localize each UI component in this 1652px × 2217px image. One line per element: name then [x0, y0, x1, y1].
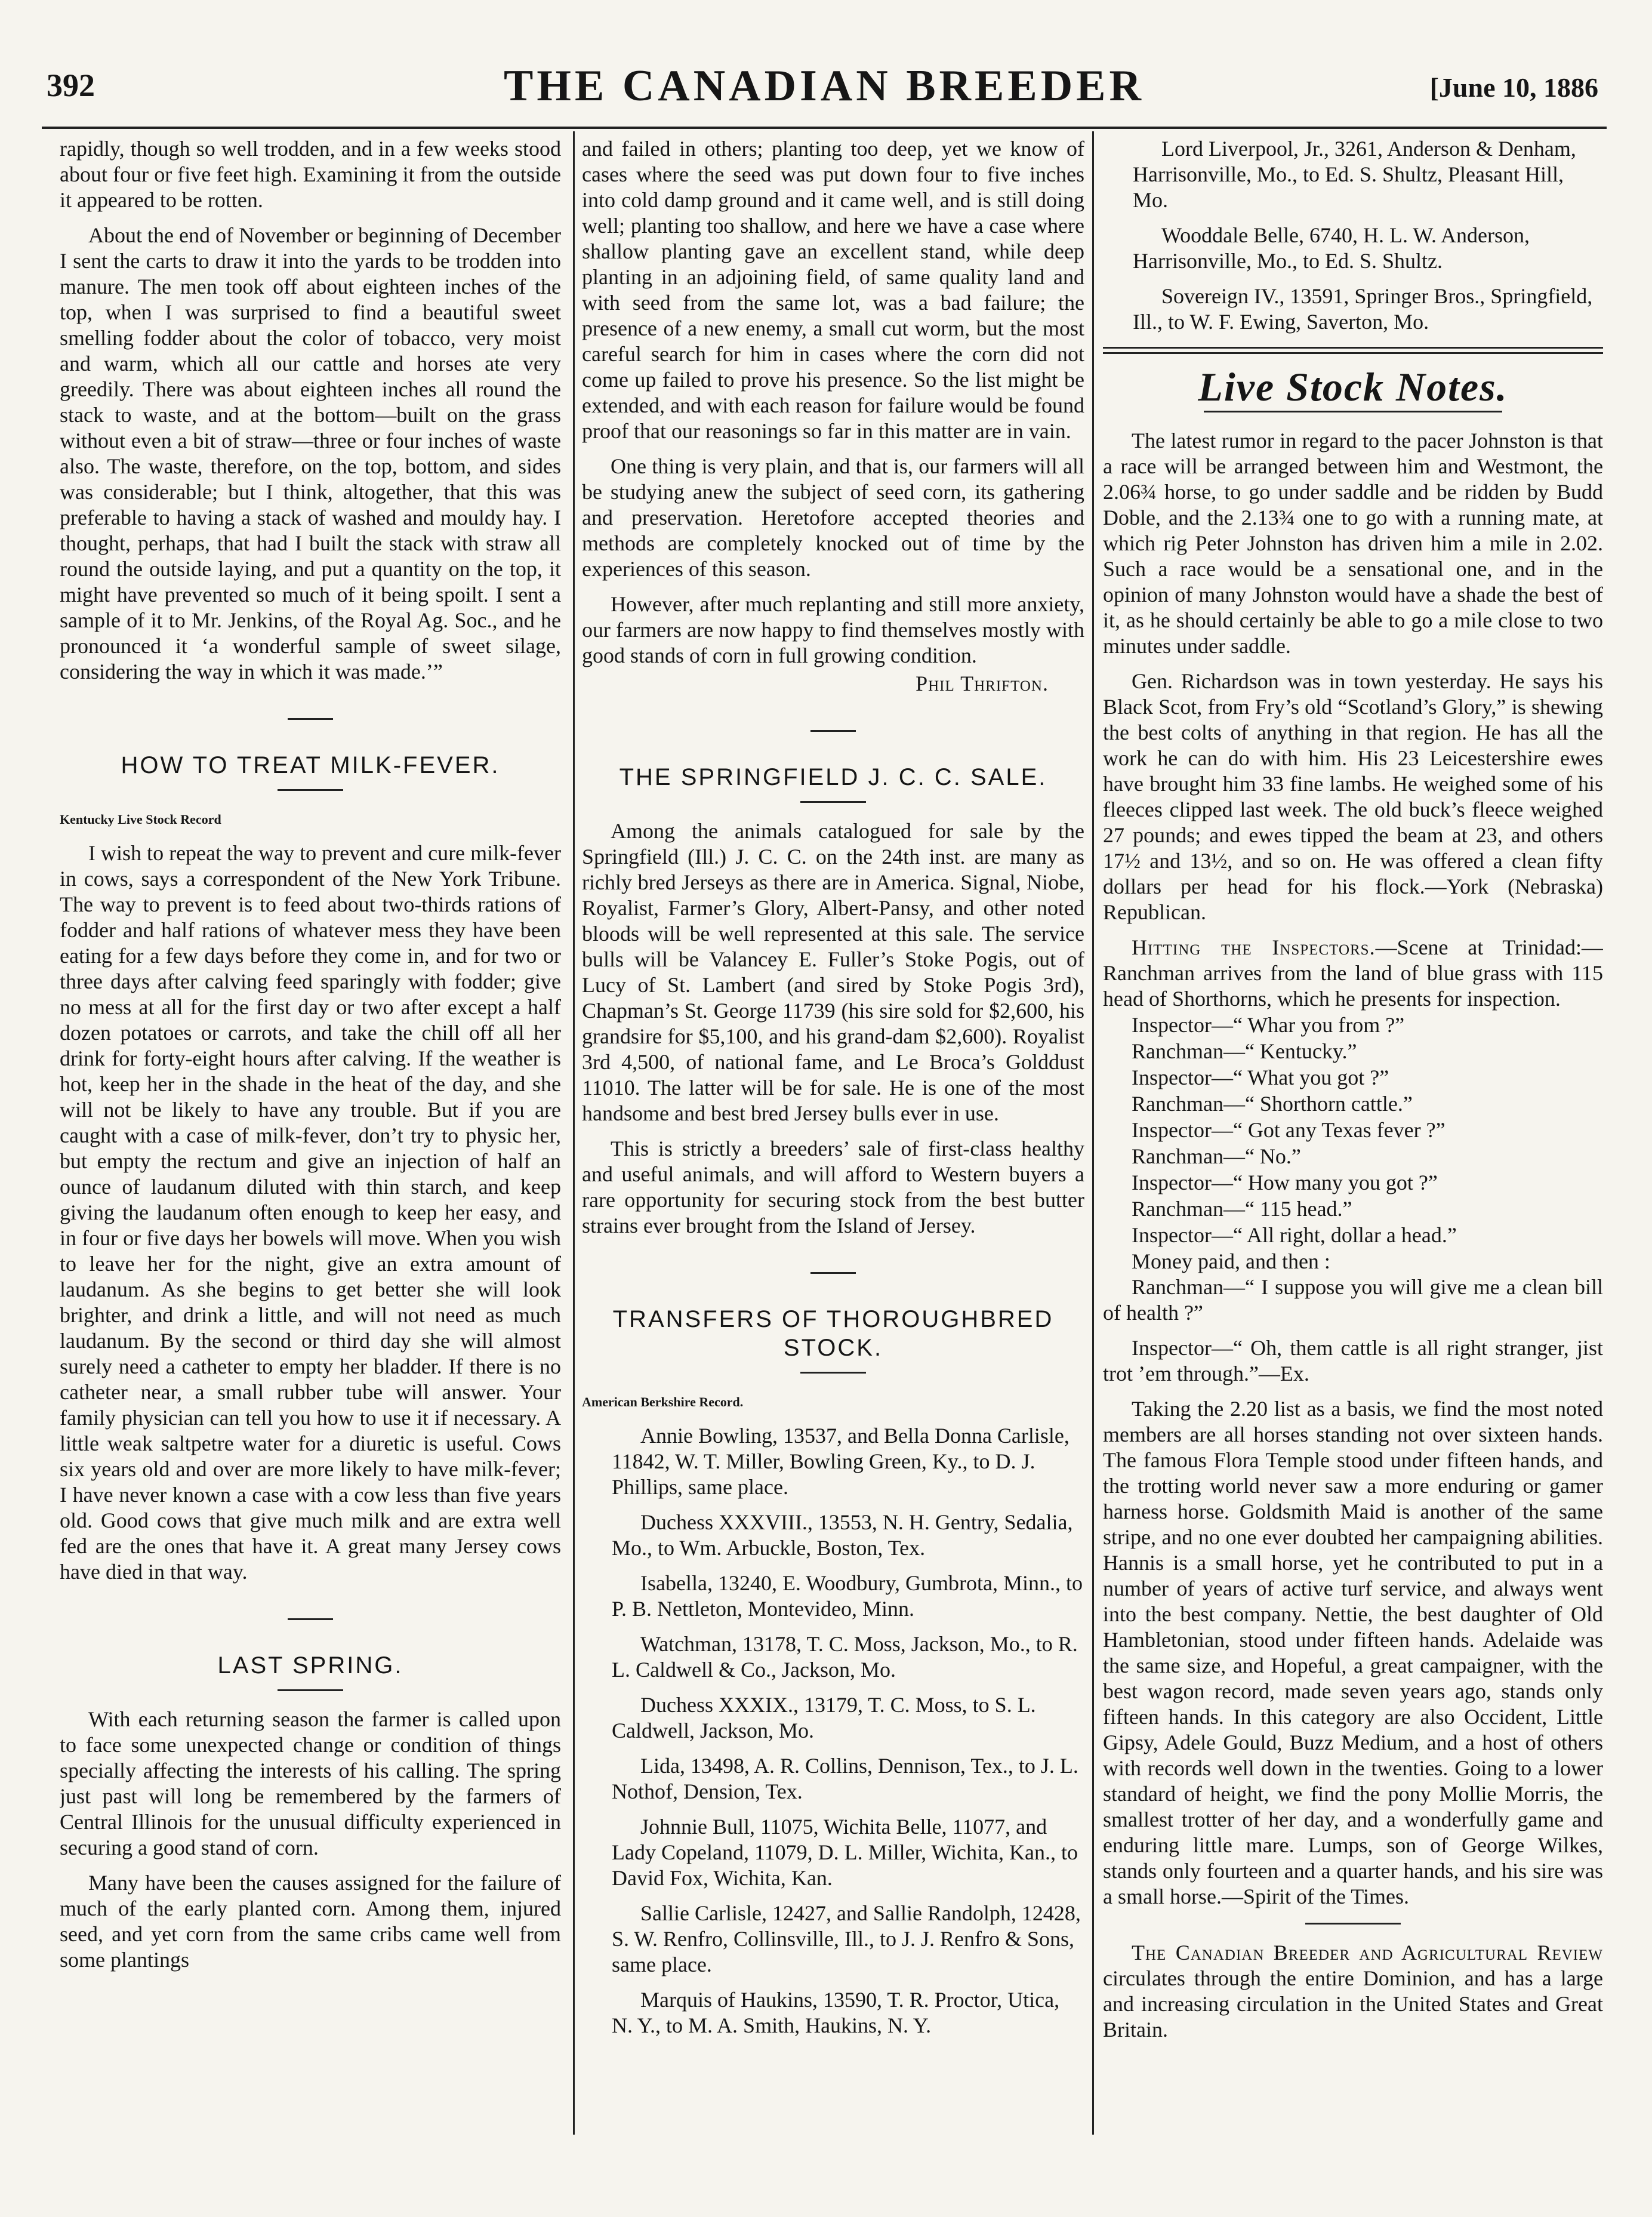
double-rule [1103, 347, 1603, 354]
dialogue-line: Inspector—“ Whar you from ?” [1132, 1013, 1405, 1037]
notice-lead: The Canadian Breeder and Agricultural Review [1132, 1941, 1603, 1964]
paragraph: Ranchman—“ I suppose you will give me a clean bill of health ?” [1103, 1275, 1603, 1325]
dialogue [1132, 1012, 1603, 1274]
dialogue-line: Inspector—“ How many you got ?” [1132, 1171, 1438, 1194]
article-continuation: rapidly, though so well trodden, and in a few weeks stood about four or five feet high. Examining it from the outside it appeared to be rotten. [60, 137, 561, 212]
transfer-entry: Watchman, 13178, T. C. Moss, Jackson, Mo., to R. L. Caldwell & Co., Jackson, Mo. [612, 1632, 1078, 1682]
dialogue-line: Ranchman—“ No.” [1132, 1144, 1301, 1168]
paragraph: This is strictly a breeders’ sale of first-class healthy and useful animals, and will afford to Western buyers a rare opportunity for securing stock from the best butter strains ever brought from the Island of Jersey. [582, 1137, 1084, 1237]
transfer-entry: Lida, 13498, A. R. Collins, Dennison, Tex., to J. L. Nothof, Dension, Tex. [612, 1754, 1078, 1803]
section-divider [810, 1272, 856, 1274]
section-title-live-stock-notes: Live Stock Notes. [1198, 364, 1508, 409]
title-rule [1204, 411, 1502, 412]
paragraph: With each returning season the farmer is called upon to face some unexpected change or condition of things specially affecting the interests of his calling. The spring just past will long be remembered by the farmers of Central Illinois for the unusual difficulty experienced in securing a good stand of corn. [60, 1707, 561, 1859]
header-rule [42, 127, 1607, 129]
transfer-entry: Sovereign IV., 13591, Springer Bros., Springfield, Ill., to W. F. Ewing, Saverton, Mo. [1133, 284, 1593, 334]
column-2 [582, 136, 1084, 2130]
transfer-entry: Wooddale Belle, 6740, H. L. W. Anderson, Harrisonville, Mo., to Ed. S. Shultz. [1133, 223, 1530, 273]
author-signature: Phil Thrifton. [916, 672, 1049, 695]
column-3 [1103, 136, 1603, 2130]
title-rule [800, 1372, 866, 1374]
dialogue-line: Inspector—“ What you got ?” [1132, 1066, 1389, 1089]
paragraph: Many have been the causes assigned for the failure of much of the early planted corn. Among them, injured seed, and yet corn from the same cribs came well from some plantings [60, 1871, 561, 1972]
dialogue-line: Ranchman—“ 115 head.” [1132, 1197, 1352, 1221]
title-rule [800, 801, 866, 803]
dialogue-line: Ranchman—“ Kentucky.” [1132, 1039, 1357, 1063]
transfer-entry: Marquis of Haukins, 13590, T. R. Proctor, Utica, N. Y., to M. A. Smith, Haukins, N. Y. [612, 1988, 1060, 2037]
article-source: Kentucky Live Stock Record [60, 812, 221, 827]
transfer-entry: Duchess XXXVIII., 13553, N. H. Gentry, Sedalia, Mo., to Wm. Arbuckle, Boston, Tex. [612, 1510, 1073, 1560]
paragraph: Taking the 2.20 list as a basis, we find the most noted members are all horses standing not over sixteen hands. The famous Flora Temple stood under fifteen hands, and the trotting world never saw a more enduring or gamer harness horse. Goldsmith Maid is another of the same stripe, and no one ever doubted her campaigning abilities. Hannis is a small horse, yet he contributed to put in a number of years of active turf service, and always went into the best company. Nettie, the best daughter of Old Hambletonian, stood under fifteen hands. Adelaide was the same size, and Hopeful, a great campaigner, with the best wagon record, made seven years ago, stands only fifteen hands. In this category are also Occident, Little Gipsy, Adele Gould, Buzz Medium, and a host of others with records well down in the twenties. Going to a lower standard of height, we find the pony Mollie Morris, the smallest trotter of her day, and a wonderfully game and enduring little mare. Lumps, son of George Wilkes, stands only fourteen and a quarter hands, and his sire was a small horse.—Spirit of the Times. [1103, 1397, 1603, 1908]
issue-date: [June 10, 1886 [1429, 72, 1598, 103]
run-in-heading: Hitting the Inspectors. [1132, 935, 1376, 959]
paragraph: However, after much replanting and still more anxiety, our farmers are now happy to find themselves mostly with good stands of corn in full growing condition. [582, 592, 1084, 667]
dialogue-line: Money paid, and then : [1132, 1249, 1330, 1273]
column-divider-1 [573, 131, 575, 2135]
section-divider [288, 718, 333, 720]
transfer-entry: Annie Bowling, 13537, and Bella Donna Carlisle, 11842, W. T. Miller, Bowling Green, Ky., to D. J. Phillips, same place. [612, 1424, 1070, 1499]
transfer-entry: Lord Liverpool, Jr., 3261, Anderson & Denham, Harrisonville, Mo., to Ed. S. Shultz, Pleasant Hill, Mo. [1133, 137, 1576, 212]
dialogue-line: Ranchman—“ Shorthorn cattle.” [1132, 1092, 1413, 1116]
masthead-title: THE CANADIAN BREEDER [504, 61, 1145, 110]
paragraph: Gen. Richardson was in town yesterday. He says his Black Scot, from Fry’s old “Scotland’s Glory,” is shewing the best colts of anything in that region. He has all the work he can do with him. His 23 Leicestershire ewes have brought him 33 fine lambs. He weighed some of his fleeces clipped last week. The old buck’s fleece weighed 27 pounds; and ewes tipped the beam at 23, and others 17½ and 13½, and so on. He was offered a clean fifty dollars per head for his flock.—York (Nebraska) Republican. [1103, 669, 1603, 924]
dialogue-line: Inspector—“ All right, dollar a head.” [1132, 1223, 1457, 1247]
article-continuation: and failed in others; planting too deep, yet we know of cases where the seed was put down four to five inches into cold damp ground and it came well, and is still doing well; planting too shallow, and here we have a case where shallow planting gave an excellent stand, while deep planting in an adjoining field, of same quality land and with seed from the same lot, was a bad failure; the presence of a new enemy, a small cut worm, but the most careful search for him in cases where the corn did not come up failed to prove his presence. So the list might be extended, and with each reason for failure would be found proof that our reasonings so far in this matter are in vain. [582, 137, 1084, 443]
section-divider [810, 730, 856, 732]
paragraph-hitting-inspectors [1103, 935, 1603, 1012]
transfer-entry: Sallie Carlisle, 12427, and Sallie Randolph, 12428, S. W. Renfro, Collinsville, Ill., to J. J. Renfro & Sons, same place. [612, 1901, 1081, 1976]
notice-text: circulates through the entire Dominion, and has a large and increasing circulation in the United States and Great Britain. [1103, 1966, 1603, 2042]
paragraph: One thing is very plain, and that is, our farmers will all be studying anew the subject of seed corn, its gathering and preservation. Heretofore accepted theories and methods are completely knocked out of time by the experiences of this season. [582, 454, 1084, 581]
article-title-transfers: TRANSFERS OF THOROUGHBRED STOCK. [612, 1306, 1054, 1361]
transfer-entry: Duchess XXXIX., 13179, T. C. Moss, to S. L. Caldwell, Jackson, Mo. [612, 1693, 1036, 1742]
section-divider [1305, 1923, 1401, 1925]
paragraph: The latest rumor in regard to the pacer Johnston is that a race will be arranged between him and Westmont, the 2.06¾ horse, to go under saddle and be ridden by Budd Doble, and the 2.13¾ one to go with a running mate, at which rig Peter Johnston has driven him a mile in 2.02. Such a race would be a sensational one, and in the opinion of many Johnston would have a shade the best of it, as he should certainly be able to go a mile close to two minutes under saddle. [1103, 429, 1603, 658]
column-1 [60, 136, 561, 2130]
paragraph: Among the animals catalogued for sale by the Springfield (Ill.) J. C. C. on the 24th inst. are many as richly bred Jerseys as there are in America. Signal, Niobe, Royalist, Farmer’s Glory, Albert-Pansy, and other noted bloods will be well represented at this sale. The service bulls will be Valancey E. Fuller’s Stoke Pogis, out of Lucy of St. Lambert (and sired by Stoke Pogis 3rd), Chapman’s St. George 11739 (his sire sold for $2,600, his grandsire for $5,100, and his grand-dam $2,600). Royalist 3rd 4,500, of national fame, and Le Broca’s Golddust 11010. The latter will be for sale. He is one of the most handsome and best bred Jersey bulls ever in use. [582, 819, 1084, 1125]
section-divider [288, 1618, 333, 1620]
paragraph-text: —Scene at Trinidad:—Ranchman arrives from the land of blue grass with 115 head of Shorthorns, which he presents for inspection. [1103, 935, 1603, 1011]
circulation-notice [1103, 1940, 1603, 2043]
paragraph: About the end of November or beginning of December I sent the carts to draw it into the yards to be trodden into manure. The men took off about eighteen inches of the top, when I was surprised to find a beautiful sweet smelling fodder about the color of tobacco, very moist and warm, which all our cattle and horses ate very greedily. There was about eighteen inches all round the stack to waste, and at the bottom—built on the grass without even a bit of straw—three or four inches of waste also. The waste, therefore, on the top, bottom, and sides was considerable; but I think, altogether, that this was preferable to having a stack of washed and mouldy hay. I thought, perhaps, that had I built the stack with straw all round the outside laying, and put a quantity on the top, it might have prevented so much of it being spoilt. I sent a sample of it to Mr. Jenkins, of the Royal Ag. Soc., and he pronounced it ‘a wonderful sample of sweet silage, considering the way in which it was made.’” [60, 223, 561, 683]
paragraph: I wish to repeat the way to prevent and cure milk-fever in cows, says a correspondent of the New York Tribune. The way to prevent is to feed about two-thirds rations of fodder and half rations of whatever mess they have been eating for a few days before they come in, and for two or three days after calving feed sparingly with fodder; give no mess at all for the first day or two after except a half dozen potatoes or carrots, and take the chill off all her drink for forty-eight hours after calving. If the weather is hot, keep her in the shade in the heat of the day, and she will not be likely to have any trouble. But if you are caught with a case of milk-fever, don’t try to physic her, but empty the rectum and give an injection of half an ounce of laudanum diluted with thin starch, and keep giving the laudanum often enough to keep her easy, and in four or five days her bowels will move. When you wish to leave her for the night, give an extra amount of laudanum. As she begins to get better she will look brighter, and drink a little, and will not need as much laudanum. By the second or third day she will almost surely need a catheter to empty her bladder. If there is no catheter near, a small rubber tube will answer. Your family physician can tell you how to use it if necessary. A little weak saltpetre water for a diuretic is useful. Cows six years old and over are more likely to have milk-fever; I have never known a case with a cow less than five years old. Good cows that give much milk and are extra well fed are the ones that have it. A great many Jersey cows have died in that way. [60, 841, 561, 1584]
dialogue-line: Inspector—“ Got any Texas fever ?” [1132, 1118, 1446, 1142]
title-rule [278, 789, 343, 791]
page-number: 392 [47, 67, 95, 103]
title-rule [278, 1689, 343, 1691]
article-title-last-spring: LAST SPRING. [217, 1652, 403, 1679]
transfer-entry: Isabella, 13240, E. Woodbury, Gumbrota, Minn., to P. B. Nettleton, Montevideo, Minn. [612, 1571, 1083, 1621]
article-title-milk-fever: HOW TO TREAT MILK-FEVER. [121, 752, 500, 778]
transfer-entry: Johnnie Bull, 11075, Wichita Belle, 11077, and Lady Copeland, 11079, D. L. Miller, Wichita, Kan., to David Fox, Wichita, Kan. [612, 1815, 1078, 1890]
article-source: American Berkshire Record. [582, 1394, 744, 1409]
column-divider-2 [1092, 131, 1094, 2135]
page-header [42, 61, 1607, 121]
paragraph: Inspector—“ Oh, them cattle is all right stranger, jist trot ’em through.”—Ex. [1103, 1336, 1603, 1385]
article-title-springfield-sale: THE SPRINGFIELD J. C. C. SALE. [619, 764, 1047, 790]
